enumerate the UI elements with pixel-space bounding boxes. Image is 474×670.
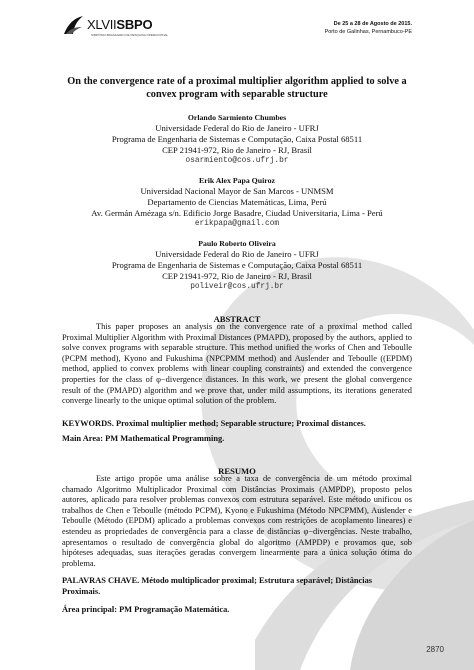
author-affiliation: Programa de Engenharia de Sistemas e Computação, Caixa Postal 68511	[111, 134, 363, 144]
logo-sbpo: SBPO	[116, 17, 153, 32]
palavras-chave-line: PALAVRAS CHAVE. Método multiplicador proximal; Estrutura separável; Distâncias Proximais.	[62, 576, 373, 596]
keywords-line: KEYWORDS. Proximal multiplier method; Separable structure; Proximal distances.	[62, 419, 366, 428]
author-email: poliveir@cos.ufrj.br	[190, 283, 284, 291]
author-affiliation: Universidade Federal do Rio de Janeiro - UFRJ	[155, 249, 319, 259]
paper-title	[40, 76, 434, 101]
main-area-line: Main Area: PM Mathematical Programming.	[62, 434, 225, 443]
author-affiliation: Universidade Federal do Rio de Janeiro - UFRJ	[155, 123, 319, 133]
author-email: erikpapa@gmail.com	[194, 220, 280, 228]
resumo-text: Este artigo propõe uma análise sobre a taxa de convergência de um método proximal chamado Algoritmo Multiplicador Proximal com Distâncias Proximais (AMPDP), proposto pelos autores, aplicado para resolver problemas convexos com estrutura separável. Este método unificou os trabalhos de Chen e Teboulle (método PCPM), Kyono e Fukushima (Método NPCPMM), Auslender e Teboulle (Método (EPDM) aplicado a problemas convexos com restrições de acoplamento lineares) e estendeu as propriedades de convergência para a classe de distâncias φ−divergências. Neste trabalho, apresentamos o resultado de convergência global do algoritmo (AMPDP) e provamos que, sob hipóteses adequadas, suas iterações geradas convergem linearmente para a única solução ótima do problema.	[62, 474, 412, 568]
area-principal-line: Área principal: PM Programação Matemática.	[62, 605, 230, 614]
conference-dates: De 25 a 28 de Agosto de 2015.	[333, 21, 412, 27]
abstract-text: This paper proposes an analysis on the convergence rate of a proximal method called Proximal Multiplier Algorithm with Proximal Distances (PMAPD), proposed by the authors, applied to solve convex programs with separable structure. This method unified the works of Chen and Teboulle (PCPM method), Kyono and Fukushima (NPCPMM method) and Auslender and Teboulle ((EPDM) method, applied to convex problems with linear coupling constraints) and extended the convergence properties for the class of φ−divergence distances. In this work, we present the global convergence result of the (PMAPD) algorithm and we prove that, under mild assumptions, its iterations generated converge linearly to the unique optimal solution of the problem.	[62, 322, 412, 406]
author-affiliation: Universidad Nacional Mayor de San Marcos - UNMSM	[140, 186, 334, 196]
author-affiliation: CEP 21941-972, Rio de Janeiro - RJ, Brasil	[162, 145, 312, 155]
title-line-1: On the convergence rate of a proximal multiplier algorithm applied to solve a	[67, 76, 407, 87]
author-affiliation: Programa de Engenharia de Sistemas e Computação, Caixa Postal 68511	[111, 260, 363, 270]
author-email: osarmiento@cos.ufrj.br	[185, 157, 289, 165]
author-name: Paulo Roberto Oliveira	[198, 239, 276, 248]
conference-info	[325, 20, 412, 36]
title-line-2: convex program with separable structure	[146, 88, 328, 100]
author-name: Erik Alex Papa Quiroz	[199, 176, 275, 185]
author-block-1	[30, 112, 444, 167]
logo-subtitle: SIMPÓSIO BRASILEIRO DE PESQUISA OPERACIONAL	[91, 33, 169, 37]
author-block-3	[30, 238, 444, 293]
conference-location: Porto de Galinhas, Pernambuco-PE	[324, 29, 412, 35]
resumo-heading: RESUMO	[218, 466, 256, 476]
author-affiliation: Departamento de Ciencias Matemáticas, Lima, Perú	[147, 197, 327, 207]
author-affiliation: Av. Germán Amézaga s/n. Edificio Jorge Basadre, Ciudad Universitaria, Lima - Perú	[91, 208, 383, 218]
abstract-heading: ABSTRACT	[213, 314, 261, 324]
author-affiliation: CEP 21941-972, Rio de Janeiro - RJ, Brasil	[162, 271, 312, 281]
page-number: 2870	[426, 645, 444, 654]
author-name: Orlando Sarmiento Chumbes	[187, 113, 287, 122]
sbpo-bird-icon	[62, 14, 84, 36]
logo-xlvii: XLVII	[87, 17, 117, 32]
author-block-2	[30, 175, 444, 230]
